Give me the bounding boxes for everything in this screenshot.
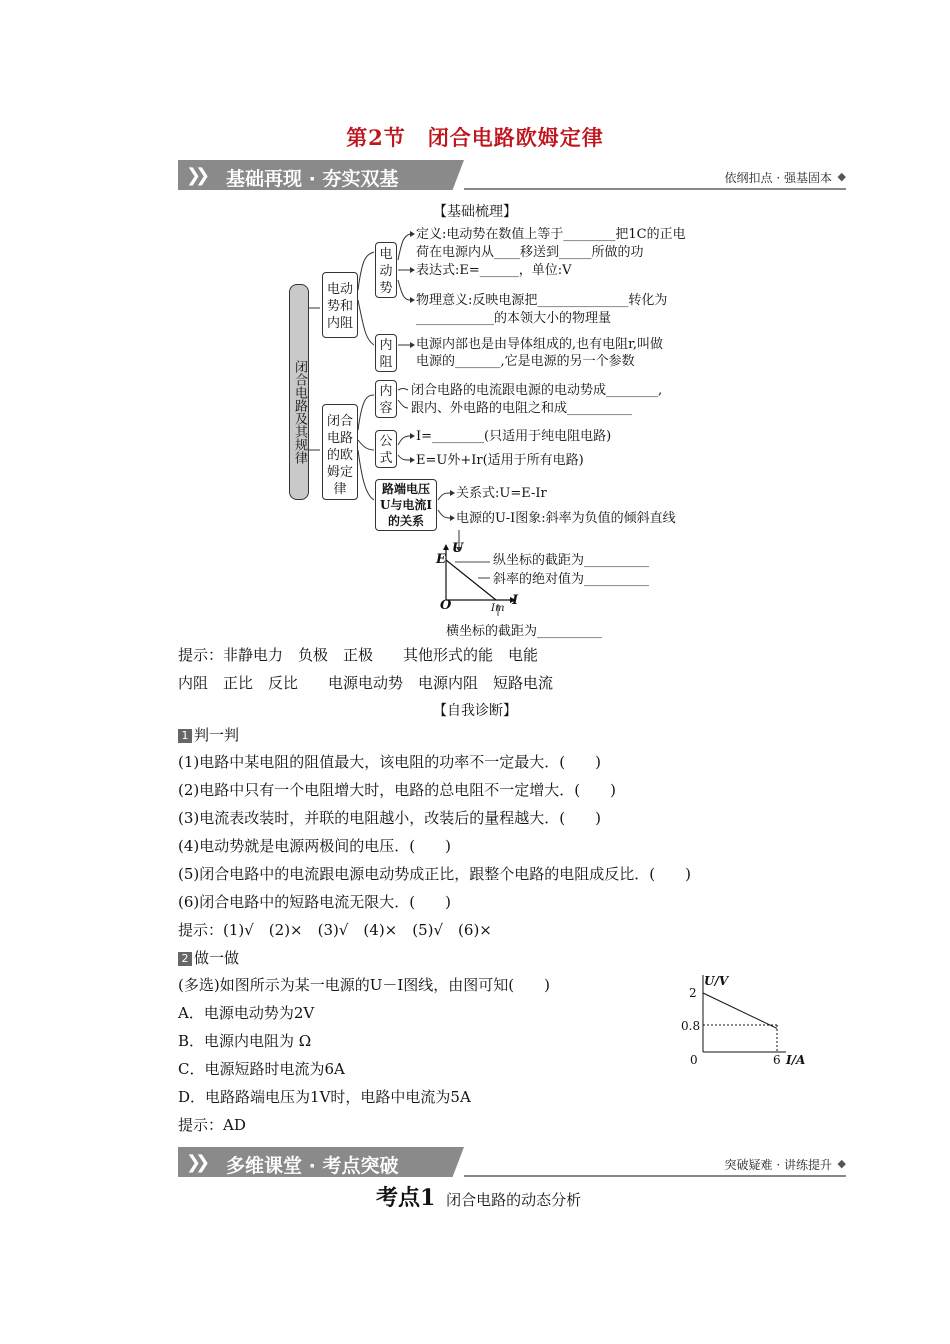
do-question: (多选)如图所示为某一电源的U－I图线，由图可知( ) (178, 976, 550, 994)
map-root: 闭合电路及其规律 (289, 284, 309, 500)
map-emf-box: 电动势和内阻 (322, 272, 358, 338)
judge-heading (178, 725, 239, 745)
map-phys1: 物理意义:反映电源把______________转化为 (416, 293, 668, 308)
ui-series-line (703, 993, 777, 1028)
map-f2: E=U外+Ir(适用于所有电路) (416, 453, 584, 468)
map-u1: 关系式:U=E-Ir (456, 486, 547, 501)
hint-line-1: 提示：非静电力 负极 正极 其他形式的能 电能 (178, 646, 539, 664)
map-emf-sub: 电动势 (375, 242, 397, 298)
map-formula-sub: 公式 (375, 430, 397, 468)
graph-O: O (440, 598, 452, 613)
kaodian-label: 考点1 (376, 1185, 436, 1211)
chart-ytick: 2 (689, 986, 697, 1000)
diamond-icon: ◆ (837, 1157, 846, 1170)
do-option-d: D．电路路端电压为1V时，电路中电流为5A (178, 1088, 471, 1106)
judge-num: 1 (178, 729, 192, 743)
chart-ytick: 0.8 (681, 1019, 701, 1033)
judge-hint: 提示：(1)√ (2)× (3)√ (4)× (5)√ (6)× (178, 921, 492, 939)
do-option-a: A．电源电动势为2V (178, 1004, 315, 1022)
basic-heading: 【基础梳理】 (433, 204, 517, 220)
chart-xlabel: I/A (786, 1053, 806, 1067)
graph-E: E (436, 552, 446, 567)
judge-item: (3)电流表改装时，并联的电阻越小，改装后的量程越大．( ) (178, 809, 601, 827)
double-chevron-icon: ❯❯ (186, 165, 205, 186)
graph-x-intercept: 横坐标的截距为__________ (446, 624, 603, 639)
page-title: 第2节 闭合电路欧姆定律 (346, 125, 604, 150)
map-expr: 表达式:E=______，单位:V (416, 263, 572, 278)
map-r2: 电源的_______,它是电源的另一个参数 (416, 354, 635, 369)
graph-slope: 斜率的绝对值为__________ (493, 572, 650, 587)
banner-label: 多维课堂 · 考点突破 (226, 1155, 399, 1177)
judge-item: (6)闭合电路中的短路电流无限大．( ) (178, 893, 451, 911)
judge-item: (5)闭合电路中的电流跟电源电动势成正比，跟整个电路的电阻成反比．( ) (178, 865, 691, 883)
map-c2: 跟内、外电路的电阻之和成__________ (411, 401, 633, 416)
graph-Im: Im (491, 603, 505, 614)
chart-ylabel: U/V (704, 974, 729, 988)
double-chevron-icon: ❯❯ (186, 1152, 205, 1173)
banner-subtitle: 依纲扣点 · 强基固本 (724, 171, 832, 185)
map-ui-sub: 路端电压U与电流I的关系 (375, 479, 437, 531)
map-r1: 电源内部也是由导体组成的,也有电阻r,叫做 (416, 337, 664, 352)
map-c1: 闭合电路的电流跟电源的电动势成________, (411, 383, 663, 398)
judge-item: (1)电路中某电阻的阻值最大，该电阻的功率不一定最大．( ) (178, 753, 601, 771)
banner-subtitle: 突破疑难 · 讲练提升 (724, 1158, 832, 1172)
banner-label: 基础再现 · 夯实双基 (226, 168, 399, 190)
self-heading: 【自我诊断】 (433, 703, 517, 719)
chart-xtick: 0 (690, 1053, 698, 1067)
map-content-sub: 内容 (375, 380, 397, 418)
graph-U: U (452, 541, 464, 556)
hint-line-2: 内阻 正比 反比 电源电动势 电源内阻 短路电流 (178, 674, 554, 692)
map-law-box: 闭合电路的欧姆定律 (322, 404, 358, 500)
kaodian-title: 闭合电路的动态分析 (446, 1191, 582, 1209)
do-option-c: C．电源短路时电流为6A (178, 1060, 345, 1078)
chart-xtick: 6 (773, 1053, 781, 1067)
judge-item: (4)电动势就是电源两极间的电压．( ) (178, 837, 451, 855)
judge-item: (2)电路中只有一个电阻增大时，电路的总电阻不一定增大．( ) (178, 781, 616, 799)
map-f1: I=________(只适用于纯电阻电路) (416, 429, 612, 444)
diamond-icon: ◆ (837, 170, 846, 183)
do-option-b: B．电源内电阻为 Ω (178, 1032, 312, 1050)
map-r-sub: 内阻 (375, 334, 397, 372)
graph-I: I (512, 593, 519, 608)
judge-title: 判一判 (194, 726, 240, 744)
section-banner-classroom (178, 1147, 846, 1179)
map-u2: 电源的U-I图象:斜率为负值的倾斜直线 (456, 511, 676, 526)
do-title: 做一做 (194, 949, 240, 967)
map-def1: 定义:电动势在数值上等于________把1C的正电 (416, 227, 686, 242)
do-num: 2 (178, 952, 192, 966)
graph-y-intercept: 纵坐标的截距为__________ (493, 553, 650, 568)
kaodian-heading (376, 1185, 582, 1211)
divider (464, 1175, 846, 1177)
map-def2: 荷在电源内从____移送到_____所做的功 (416, 245, 644, 260)
map-phys2: ____________的本领大小的物理量 (416, 311, 612, 326)
do-heading (178, 948, 239, 968)
do-hint: 提示：AD (178, 1116, 246, 1134)
